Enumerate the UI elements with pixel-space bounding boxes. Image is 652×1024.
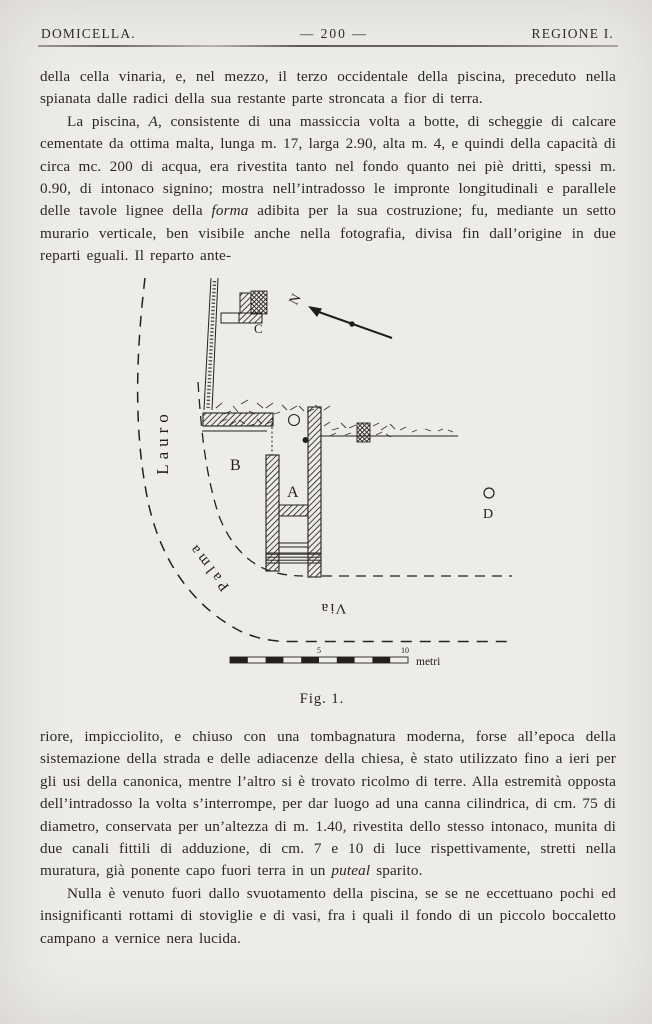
header-rule	[38, 45, 618, 47]
small-basin-circle	[289, 415, 300, 426]
north-arrow-icon	[308, 306, 392, 338]
paragraph-2-italic-forma: forma	[211, 202, 249, 220]
structure-c	[221, 291, 267, 323]
label-a: A	[287, 484, 299, 501]
wall-top-b	[203, 413, 273, 426]
paragraph-1	[40, 66, 616, 111]
paragraph-4-text: Nulla è venuto fuori dallo svuotamento della piscina, se se ne eccettuano pochi ed insignificanti rottami di stoviglie e di vasi, fra i quali il fondo di un piccolo boccaletto campano a vernice nera lucida.	[40, 884, 616, 947]
paragraph-3	[40, 726, 616, 883]
east-wall-block	[357, 423, 370, 442]
text-block-lower	[40, 726, 616, 950]
site-plan-svg	[0, 268, 652, 710]
road-label-palma: Palma	[184, 538, 233, 594]
vegetation-hatch-east	[324, 422, 453, 437]
text-block-upper	[40, 66, 616, 268]
piscina-bottom-wall	[266, 553, 321, 563]
piscina-right-wall	[308, 407, 321, 577]
label-d: D	[483, 507, 494, 522]
paragraph-4	[40, 883, 616, 950]
aqueduct-channel	[204, 278, 218, 410]
header-region: REGIONE I.	[531, 26, 614, 41]
road-outer-edge	[138, 278, 512, 642]
header-page-number: — 200 —	[299, 26, 368, 41]
figure-caption: Fig. 1.	[299, 691, 345, 707]
paragraph-2	[40, 111, 616, 268]
paragraph-3-text: sparito.	[370, 862, 423, 880]
paragraph-2-text: , consistente di una massiccia volta a botte, di scheggie di calcare cementate da ottima malta, lunga m. 17, larga 2.90, alta m. 4, e quindi della capacità di circa mc. 200 di acqua, era rivestita tanto nel fondo quanto nei piè dritti, spessi m. 0.90, di intonaco signino; mostra nell’intradosso le impronte longitudinali e parallele delle tavole lignee della	[40, 112, 617, 220]
paragraph-3-text: riore, impicciolito, e chiuso con una tombagnatura moderna, forse all’epoca della sistemazione della strada e delle adiacenze della chiesa, è stato utilizzato fino a ieri per gli usi della canonica, mentre l’altro si è trovato ricolmo di terre. Alla estremità opposta dell’intradosso la volta s’interrompe, per dar luogo ad una canna cilindrica, di cm. 75 di diametro, conservata per un’altezza di m. 1.40, rivestita dello stesso intonaco, munita di due canali fittili di adduzione, di cm. 7 e 10 di luce rispettivamente, stretti nella muratura, già ponente capo fuori terra in un	[40, 728, 616, 880]
small-dot	[303, 437, 309, 443]
scale-unit: metri	[416, 656, 441, 668]
scale-label-5: 5	[317, 646, 321, 655]
road-label-lauro: Lauro	[153, 409, 172, 475]
road-label-via: Via	[319, 600, 347, 616]
page-header	[41, 26, 614, 42]
piscina-floor-lines	[279, 543, 308, 547]
scale-bar	[230, 646, 440, 668]
paragraph-3-italic-puteal: puteal	[331, 862, 371, 880]
paragraph-1-text: della cella vinaria, e, nel mezzo, il terzo occidentale della piscina, preceduto nella spianata dalle radici della sua restante parte stroncata a fior di terra.	[40, 68, 616, 108]
header-title: DOMICELLA.	[41, 26, 136, 41]
label-c: C	[254, 321, 263, 336]
scale-label-10: 10	[401, 646, 409, 655]
paragraph-2-text: La piscina,	[67, 112, 149, 130]
well-d-circle	[484, 488, 494, 498]
label-b: B	[230, 457, 241, 474]
figure-1	[0, 268, 652, 710]
paragraph-2-italic-a: A	[148, 112, 158, 130]
piscina-cross-wall	[279, 505, 308, 516]
paragraph-2-text: adibita per la sua costruzione; fu, mediante un setto murario verticale, ben visibile anche nella fotografia, divisa fin dall’origine in due reparti eguali. Il reparto ante-	[40, 202, 616, 265]
north-label: N	[286, 291, 305, 308]
